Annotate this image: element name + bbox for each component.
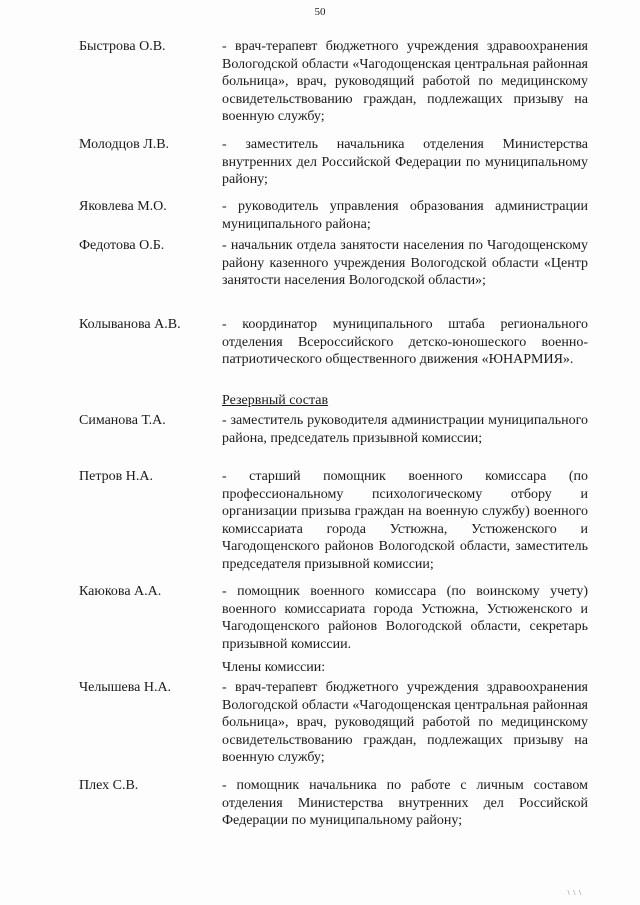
- member-row: [0, 198, 640, 237]
- member-name: Каюкова А.А.: [79, 584, 162, 599]
- member-description: - руководитель управления образования администрации муниципального района;: [222, 199, 588, 232]
- member-description: - врач-терапевт бюджетного учреждения здравоохранения Вологодской области «Чагодощенская центральная районная больница», врач, руководящий работой по медицинскому освидетельствованию граждан, подлежащих призыву на военную службу;: [222, 39, 588, 124]
- reserve-heading: Резервный состав: [222, 393, 329, 408]
- page-number: 50: [314, 6, 326, 18]
- member-name: Быстрова О.В.: [79, 39, 166, 54]
- member-name: Плех С.В.: [79, 778, 139, 793]
- member-row: [0, 468, 640, 583]
- member-row: [0, 237, 640, 316]
- member-description: - заместитель руководителя администрации муниципального района, председатель призывной комиссии;: [222, 413, 588, 446]
- member-name: Челышева Н.А.: [79, 680, 172, 695]
- member-name: Колыванова А.В.: [79, 317, 181, 332]
- member-name: Молодцов Л.В.: [79, 137, 170, 152]
- member-description: - старший помощник военного комиссара (по профессиональному психологическому отбору и организации призыва граждан на военную службу) военного комиссариата города Устюжна, Устюженского и Чагодощенского районов Вологодской области, заместитель председателя призывной комиссии;: [222, 469, 588, 572]
- member-description: - помощник начальника по работе с личным составом отделения Министерства внутренних дел Российской Федерации по муниципальному району;: [222, 778, 588, 828]
- member-name: Федотова О.Б.: [79, 238, 165, 253]
- member-row: [0, 412, 640, 468]
- member-description: - координатор муниципального штаба регионального отделения Всероссийского детско-юношеского военно-патриотического общественного движения «ЮНАРМИЯ».: [222, 317, 588, 367]
- members-heading: Члены комиссии:: [222, 660, 326, 675]
- member-row: [0, 777, 640, 837]
- member-row: [0, 679, 640, 777]
- member-name: Яковлева М.О.: [79, 199, 167, 214]
- corner-mark: \ \ \: [567, 889, 582, 897]
- member-description: - врач-терапевт бюджетного учреждения здравоохранения Вологодской области «Чагодощенская центральная районная больница», врач, руководящий работой по медицинскому освидетельствованию граждан, подлежащих призыву на военную службу;: [222, 680, 588, 765]
- member-row: [0, 316, 640, 392]
- member-row: [0, 38, 640, 136]
- member-description: - заместитель начальника отделения Министерства внутренних дел Российской Федерации по муниципальному району;: [222, 137, 588, 187]
- member-name: Петров Н.А.: [79, 469, 153, 484]
- member-row: [0, 136, 640, 198]
- member-row: [0, 583, 640, 659]
- member-name: Симанова Т.А.: [79, 413, 166, 428]
- commission-list: [0, 38, 640, 837]
- member-description: - помощник военного комиссара (по воинскому учету) военного комиссариата города Устюжна, Устюженского и Чагодощенского районов Вологодской области, секретарь призывной комиссии.: [222, 584, 588, 652]
- member-description: - начальник отдела занятости населения по Чагодощенскому району казенного учреждения Вологодской области «Центр занятости населения Вологодской области»;: [222, 238, 588, 288]
